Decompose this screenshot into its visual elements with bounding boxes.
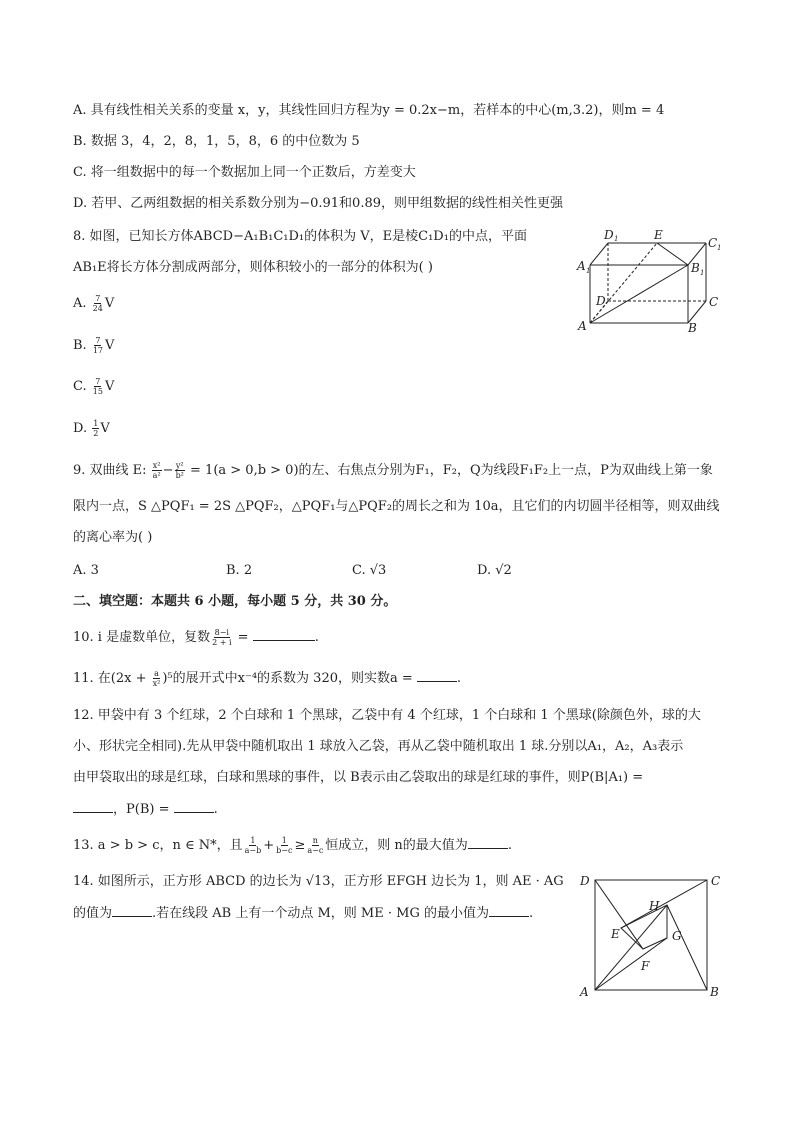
fraction-numerator: 8−i (214, 628, 229, 637)
q14-text-pre: 的值为 (73, 906, 113, 921)
label-g: G (672, 929, 682, 943)
fraction (175, 461, 185, 480)
q10-text: 10. i 是虚数单位，复数 (73, 630, 211, 645)
fraction-denominator: a² (152, 471, 161, 480)
fraction (92, 294, 104, 313)
label-f: F (641, 959, 650, 973)
q14-line2 (73, 904, 533, 923)
label-b1-sub: 1 (700, 269, 705, 277)
edge-bc (688, 301, 706, 323)
period: . (213, 802, 218, 817)
label-b1: B (691, 261, 700, 275)
edge-a1d1 (590, 243, 608, 265)
fraction-denominator: a−c (307, 846, 324, 855)
plus-sign: + (263, 838, 275, 853)
label-d1-sub: 1 (614, 235, 619, 243)
hidden-segment-ae (590, 243, 657, 323)
geq-sign: ≥ (294, 838, 306, 853)
option-unit: V (105, 338, 115, 353)
q9-option-a: A. 3 (73, 563, 99, 578)
label-b: B (710, 985, 719, 999)
label-a: A (578, 319, 587, 333)
label-e: E (654, 228, 663, 242)
answer-blank (417, 669, 457, 682)
option-letter: C. (73, 379, 91, 394)
fraction-denominator: b−c (276, 846, 293, 855)
label-c1: C (708, 236, 718, 250)
fraction-denominator: 17 (92, 346, 104, 355)
q8-stem-line1: 8. 如图，已知长方体ABCD−A₁B₁C₁D₁的体积为 V，E是棱C₁D₁的中点，平面 (73, 229, 527, 244)
option-letter: B. (73, 338, 91, 353)
q9-stem-line3: 的离心率为( ) (73, 530, 153, 545)
q12-line1: 12. 甲袋中有 3 个红球，2 个白球和 1 个黑球，乙袋中有 4 个红球，1 个白球和 1 个黑球(除颜色外，球的大 (73, 708, 701, 723)
fraction (92, 336, 104, 355)
fraction-numerator: 1 (250, 836, 256, 845)
q9-option-b: B. 2 (226, 563, 253, 578)
label-d: D (580, 874, 590, 888)
fraction-denominator: 15 (92, 387, 103, 396)
fraction-numerator: 7 (95, 294, 101, 303)
option-unit: V (100, 421, 110, 436)
label-c: C (709, 295, 719, 309)
fraction-numerator: 1 (281, 836, 287, 845)
q13 (73, 836, 512, 855)
label-a: A (580, 985, 589, 999)
q9-stem-line1 (73, 461, 713, 480)
fraction-numerator: 7 (95, 336, 101, 345)
fraction-denominator: 24 (92, 304, 103, 313)
q9-lead: 9. 双曲线 E: (73, 463, 151, 478)
fraction (244, 836, 263, 855)
label-h: H (649, 899, 660, 913)
label-b: B (688, 321, 697, 335)
label-e: E (611, 927, 620, 941)
option-unit: V (104, 296, 115, 311)
label-c1-sub: 1 (717, 244, 722, 252)
label-c: C (711, 874, 721, 888)
fraction-denominator: b² (175, 471, 184, 480)
q9-option-d: D. √2 (477, 563, 512, 578)
fraction (211, 628, 232, 647)
option-letter: D. (73, 421, 92, 436)
q13-text-pre: 13. a > b > c，n ∈ N*，且 (73, 838, 243, 853)
answer-blank (468, 836, 508, 849)
answer-blank (489, 904, 529, 917)
q8-option-d (73, 419, 110, 438)
q11 (73, 669, 461, 688)
label-d: D (596, 294, 606, 308)
q7-option-d: D. 若甲、乙两组数据的相关系数分别为−0.91和0.89，则甲组数据的线性相关性更强 (73, 196, 564, 211)
q14-text-mid: .若在线段 AB 上有一个动点 M，则 ME · MG 的最小值为 (152, 906, 489, 921)
fraction (92, 419, 99, 438)
q8-stem-line2: AB₁E将长方体分割成两部分，则体积较小的一部分的体积为( ) (73, 260, 433, 275)
q13-text-post: 恒成立，则 n的最大值为 (325, 838, 468, 853)
q9-option-c: C. √3 (352, 563, 387, 578)
q7-option-a: A. 具有线性相关关系的变量 x，y，其线性回归方程为y = 0.2x−m，若样本的中心(m,3.2)，则m = 4 (73, 103, 665, 118)
answer-blank (73, 800, 113, 813)
fraction-numerator: x² (152, 461, 161, 470)
q14-square-figure (575, 868, 730, 1003)
q14-line1: 14. 如图所示，正方形 ABCD 的边长为 √13，正方形 EFGH 边长为 1，则 AE · AG (73, 874, 564, 889)
fraction (152, 461, 162, 480)
q8-option-c (73, 377, 114, 396)
fraction-numerator: 1 (93, 419, 99, 428)
segment-eb1 (657, 243, 688, 265)
option-letter: A. (73, 296, 91, 311)
fraction-numerator: 7 (95, 377, 101, 386)
section-heading-fill-in: 二、填空题：本题共 6 小题，每小题 5 分，共 30 分。 (73, 594, 397, 609)
period: . (507, 838, 512, 853)
q11-text-pre: 11. 在(2x + (73, 671, 151, 686)
fraction (92, 377, 104, 396)
segment-hb (667, 905, 707, 990)
fraction-numerator: n (312, 836, 318, 845)
segment-ag (595, 938, 667, 990)
q10: 10. i 是虚数单位，复数 $\frac{8-i}{2 + i}$ = . (73, 628, 319, 647)
q8-option-a (73, 294, 114, 313)
answer-blank (112, 904, 152, 917)
q12-line2: 小、形状完全相同).先从甲袋中随机取出 1 球放入乙袋，再从乙袋中随机取出 1 球.分别以A₁，A₂，A₃表示 (73, 739, 684, 754)
q12-line3: 由甲袋取出的球是红球，白球和黑球的事件，以 B表示由乙袋取出的球是红球的事件，则P(B|A₁) = (73, 770, 644, 785)
fraction (275, 836, 293, 855)
minus-sign: − (162, 463, 174, 478)
period: . (528, 906, 534, 921)
period: . (456, 671, 462, 686)
segment-ce (621, 880, 707, 928)
q12-line4 (73, 800, 218, 819)
option-unit: V (104, 379, 115, 394)
segment-ah (595, 905, 667, 990)
q8-cuboid-figure (570, 225, 730, 337)
answer-blank (174, 800, 214, 813)
q7-option-c: C. 将一组数据中的每一个数据加上同一个正数后，方差变大 (73, 165, 416, 180)
label-d1: D (604, 228, 614, 242)
fraction-numerator: y² (175, 461, 184, 470)
q8-option-b (73, 336, 114, 355)
q7-option-b: B. 数据 3，4，2，8，1，5，8，6 的中位数为 5 (73, 134, 360, 149)
answer-blank (253, 628, 315, 641)
q9-stem-rest: = 1(a > 0,b > 0)的左、右焦点分别为F₁，F₂，Q为线段F₁F₂上一点，P为双曲线上第一象 (185, 463, 713, 478)
fraction-denominator: x² (152, 679, 161, 688)
q11-text-post: )⁵的展开式中x⁻⁴的系数为 320，则实数a = (162, 671, 417, 686)
q9-stem-line2: 限内一点，S △PQF₁ = 2S △PQF₂，△PQF₁与△PQF₂的周长之和为 10a，且它们的内切圆半径相等，则双曲线 (73, 499, 720, 514)
fraction-denominator: 2 (93, 429, 99, 438)
fraction (306, 836, 324, 855)
fraction-denominator: a−b (244, 846, 262, 855)
fraction-numerator: a (154, 669, 159, 678)
label-a1-sub: 1 (586, 267, 591, 275)
fraction-denominator: 2 + i (212, 638, 232, 647)
fraction (152, 669, 162, 688)
label-a1: A (577, 259, 586, 273)
equals-sign: = (233, 630, 253, 645)
q12-text: ，P(B) = (113, 802, 174, 817)
